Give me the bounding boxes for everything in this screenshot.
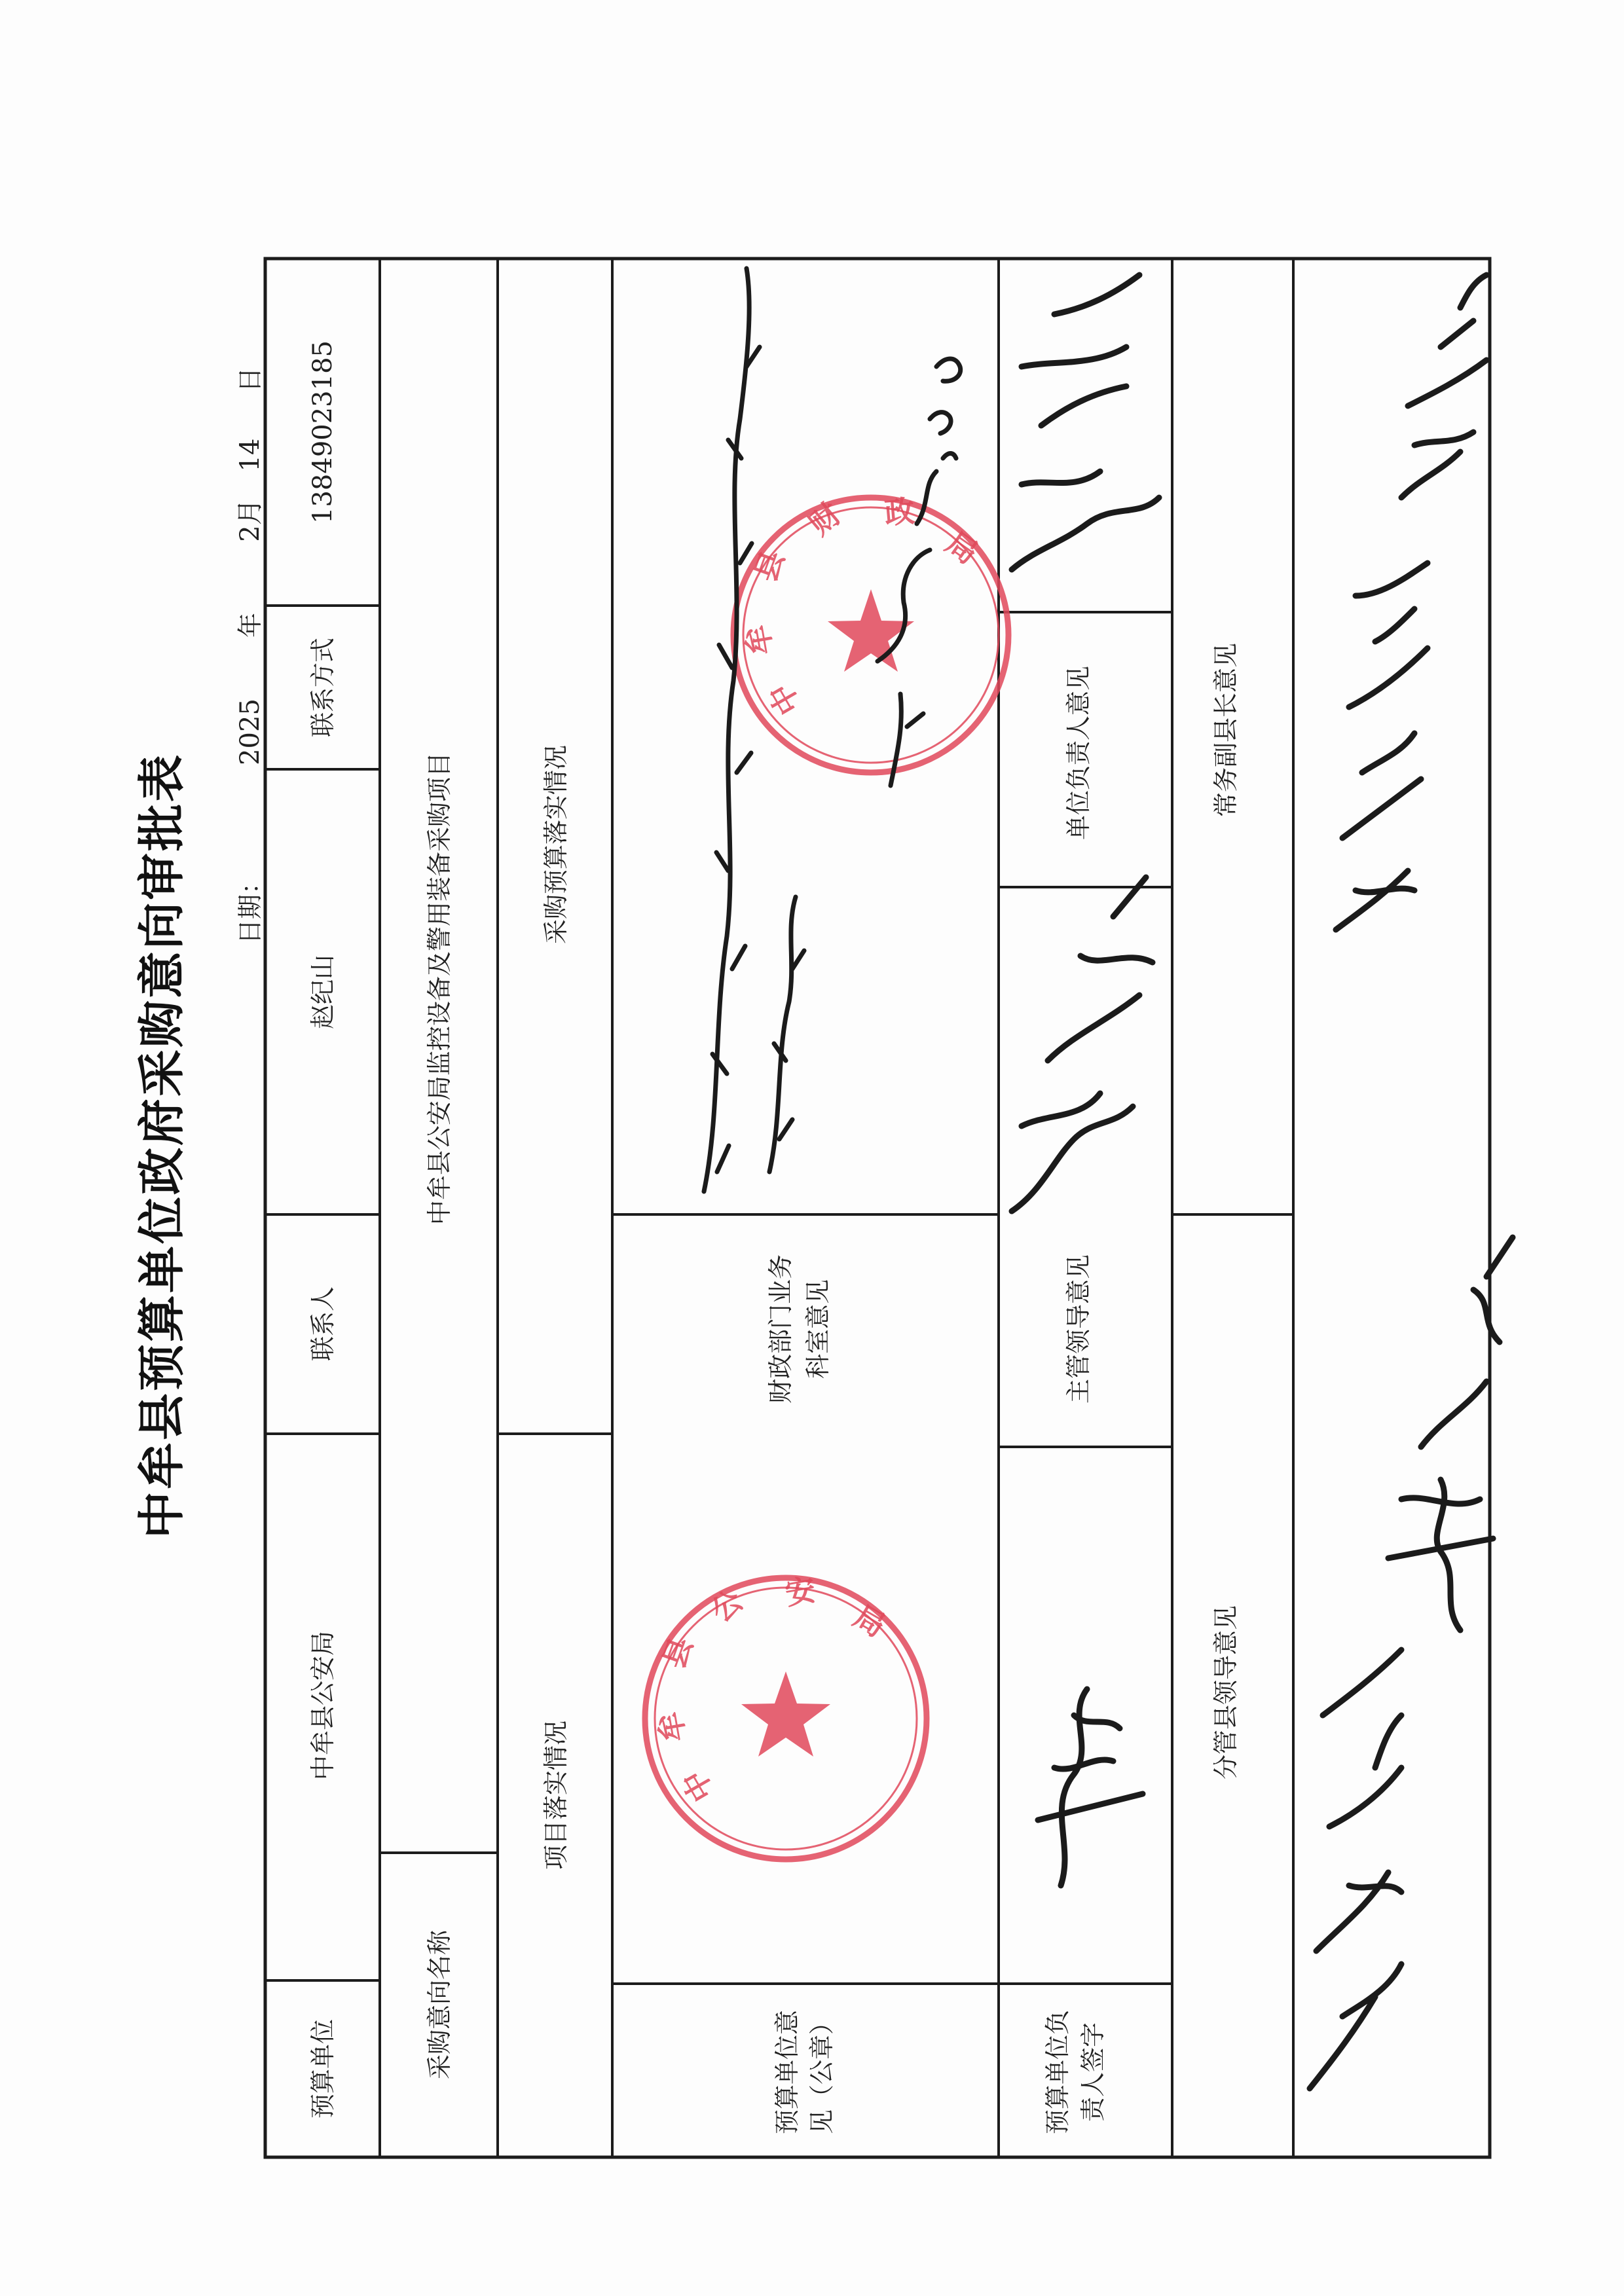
date-month: 2月 [235, 499, 265, 542]
svg-text:安: 安 [782, 1571, 819, 1612]
finance-handwritten-note [704, 268, 961, 1192]
exec-deputy-signature [1336, 275, 1486, 930]
county-leader-signature [1310, 1237, 1513, 2088]
budget-unit-label: 预算单位 [308, 2018, 337, 2119]
form-labels [308, 340, 1240, 2134]
finance-opinion-label-1: 财政部门业务 [766, 1254, 795, 1404]
unit-head-sign-label-1: 预算单位负 [1043, 2009, 1072, 2135]
phone-value: 13849023185 [308, 340, 338, 524]
public-security-seal [645, 1572, 927, 1859]
contact-label: 联系人 [308, 1286, 337, 1362]
svg-text:局: 局 [939, 524, 985, 572]
svg-text:政: 政 [883, 493, 916, 531]
intent-name-value: 中牟县公安局监控设备及警用装备采购项目 [425, 752, 454, 1226]
date-year-unit: 年 [236, 612, 265, 638]
svg-text:财: 财 [802, 496, 848, 543]
finance-opinion-label-2: 科室意见 [803, 1279, 832, 1379]
phone-label: 联系方式 [308, 637, 337, 738]
date-line [235, 367, 265, 944]
svg-text:牟: 牟 [652, 1709, 692, 1745]
unit-opinion-label-2: 见（公章） [807, 2009, 836, 2135]
budget-unit-value: 中牟县公安局 [308, 1630, 337, 1781]
unit-opinion-label-1: 预算单位意 [773, 2009, 802, 2135]
svg-text:局: 局 [847, 1598, 892, 1645]
unit-leader-opinion-label: 单位负责人意见 [1064, 665, 1093, 841]
contact-value: 赵纪山 [308, 954, 337, 1030]
budget-status-label: 采购预算落实情况 [542, 744, 570, 945]
svg-text:县: 县 [655, 1632, 700, 1673]
svg-text:中: 中 [762, 677, 808, 721]
date-label: 日期： [236, 869, 265, 945]
supervisor-opinion-label: 主管领导意见 [1064, 1254, 1093, 1404]
unit-head-sign-label-2: 责人签字 [1079, 2022, 1107, 2123]
date-day: 14 [235, 438, 265, 472]
form-title: 中牟县预算单位政府采购意向审批表 [134, 752, 189, 1539]
unit-leader-signature [1012, 275, 1159, 570]
county-leader-opinion-label: 分管县领导意见 [1211, 1605, 1240, 1780]
exec-deputy-opinion-label: 常务副县长意见 [1211, 642, 1240, 818]
svg-text:中: 中 [675, 1764, 722, 1808]
svg-text:公: 公 [703, 1582, 750, 1630]
supervisor-signature [1012, 877, 1153, 1211]
finance-office-seal [733, 493, 1008, 773]
intent-name-label: 采购意向名称 [425, 1929, 454, 2080]
project-status-label: 项目落实情况 [542, 1720, 570, 1870]
date-year: 2025 [235, 699, 265, 765]
date-day-unit: 日 [236, 367, 265, 393]
svg-text:牟: 牟 [739, 622, 779, 659]
svg-text:县: 县 [747, 545, 792, 587]
unit-head-signature [1038, 1689, 1143, 1886]
